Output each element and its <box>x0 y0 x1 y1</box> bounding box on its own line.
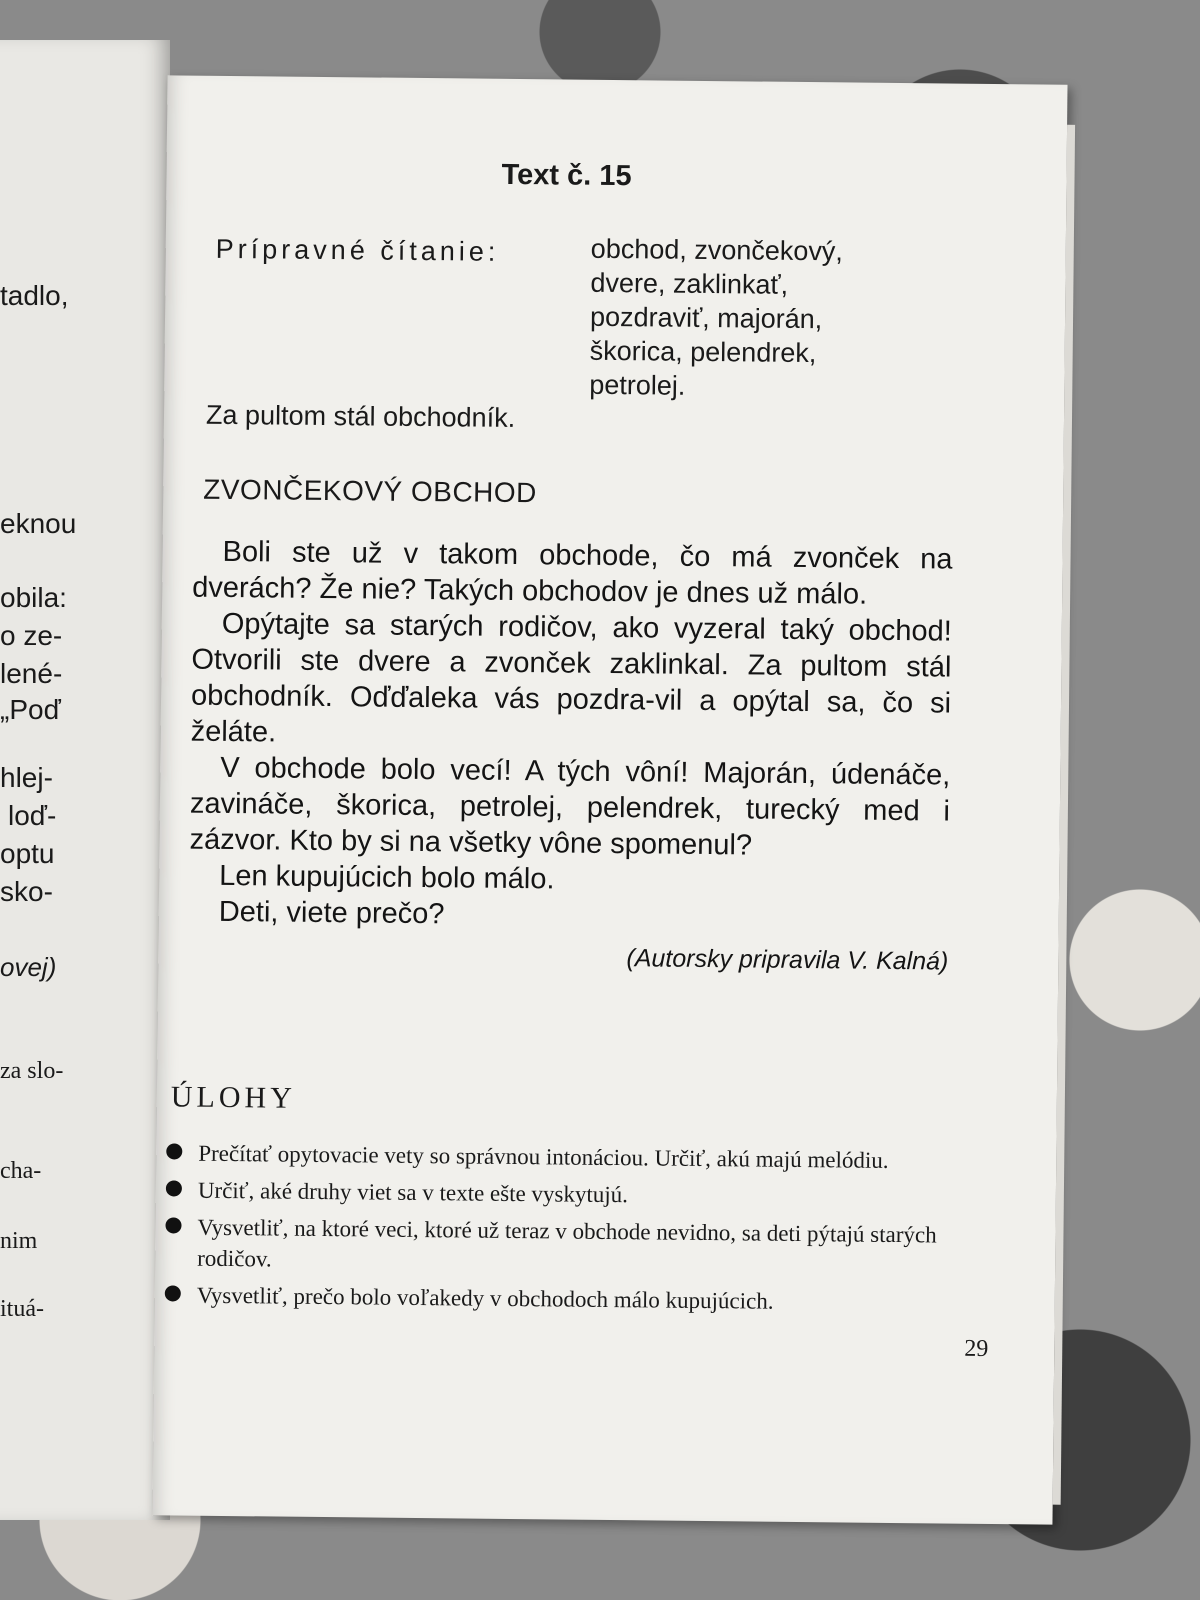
task-item <box>166 1174 946 1213</box>
task-text: Určiť, aké druhy viet sa v texte ešte vyskytujú. <box>197 1177 629 1208</box>
tasks-list <box>165 1137 947 1324</box>
left-fragment: sko- <box>0 876 53 907</box>
left-fragment: nim <box>0 1228 38 1254</box>
bullet-icon <box>166 1180 182 1196</box>
task-item <box>166 1137 946 1176</box>
left-fragment: obila: <box>0 582 67 613</box>
task-text: Vysvetliť, prečo bolo voľakedy v obchodoch málo kupujúcich. <box>196 1282 774 1314</box>
left-fragment: za slo- <box>0 1058 64 1084</box>
left-fragment: hlej- <box>0 762 53 793</box>
story-paragraph: Deti, viete prečo? <box>218 895 445 931</box>
task-item <box>165 1279 945 1318</box>
task-text: Vysvetliť, na ktoré veci, ktoré už teraz v obchode nevidno, sa deti pýtajú starých rodičov. <box>197 1214 937 1272</box>
left-fragment: ovej) <box>0 952 57 982</box>
intro-sentence: Za pultom stál obchodník. <box>205 399 516 433</box>
author-credit: (Autorsky pripravila V. Kalná) <box>626 944 949 976</box>
left-fragment: cha- <box>0 1158 42 1184</box>
left-fragment: loď- <box>8 800 57 831</box>
left-fragment: eknou <box>0 508 77 539</box>
bullet-icon <box>166 1143 182 1159</box>
tasks-heading: ÚLOHY <box>170 1080 297 1115</box>
story-paragraph: Boli ste už v takom obchode, čo má zvonček na dverách? Že nie? Takých obchodov je dnes už málo. <box>192 535 953 611</box>
preparation-word-line: obchod, zvončekový, <box>590 233 844 267</box>
preparation-word-line: dvere, zaklinkať, <box>590 267 789 300</box>
preparation-word-line: petrolej. <box>589 369 686 401</box>
bullet-icon <box>165 1217 181 1233</box>
preparation-word-line: škorica, pelendrek, <box>589 335 817 369</box>
page-edge <box>1053 125 1075 1505</box>
preparation-label: Prípravné čítanie: <box>215 233 500 267</box>
page-number: 29 <box>964 1335 989 1362</box>
text-title: Text č. 15 <box>501 158 632 193</box>
story-paragraph: Len kupujúcich bolo málo. <box>219 859 555 896</box>
left-fragment: tadlo, <box>0 280 69 311</box>
story-title: ZVONČEKOVÝ OBCHOD <box>203 473 538 509</box>
right-page <box>152 75 1067 1524</box>
story-paragraph: Opýtajte sa starých rodičov, ako vyzeral taký obchod! Otvorili ste dvere a zvonček zaklinkal. Za pultom stál obchodník. Oďďaleka vás pozdra-vil a opýtal sa, čo si želáte. <box>190 607 952 749</box>
story-paragraph: V obchode bolo vecí! A tých vôní! Majorán, údenáče, zavináče, škorica, petrolej, pelendrek, turecký med i zázvor. Kto by si na všetky vône spomenul? <box>189 751 951 862</box>
left-page <box>0 40 170 1520</box>
bullet-icon <box>165 1285 181 1301</box>
left-fragment: lené- <box>0 658 63 689</box>
preparation-word-line: pozdraviť, majorán, <box>589 301 823 335</box>
preparation-words <box>589 232 951 406</box>
left-fragment: „Poď <box>0 694 61 725</box>
task-text: Prečítať opytovacie vety so správnou intonáciou. Určiť, akú majú melódiu. <box>198 1140 889 1173</box>
left-fragment: optu <box>0 838 55 869</box>
left-fragment: ituá- <box>0 1296 44 1322</box>
story-body <box>188 534 953 980</box>
task-item <box>165 1211 946 1281</box>
left-fragment: o ze- <box>0 620 63 651</box>
